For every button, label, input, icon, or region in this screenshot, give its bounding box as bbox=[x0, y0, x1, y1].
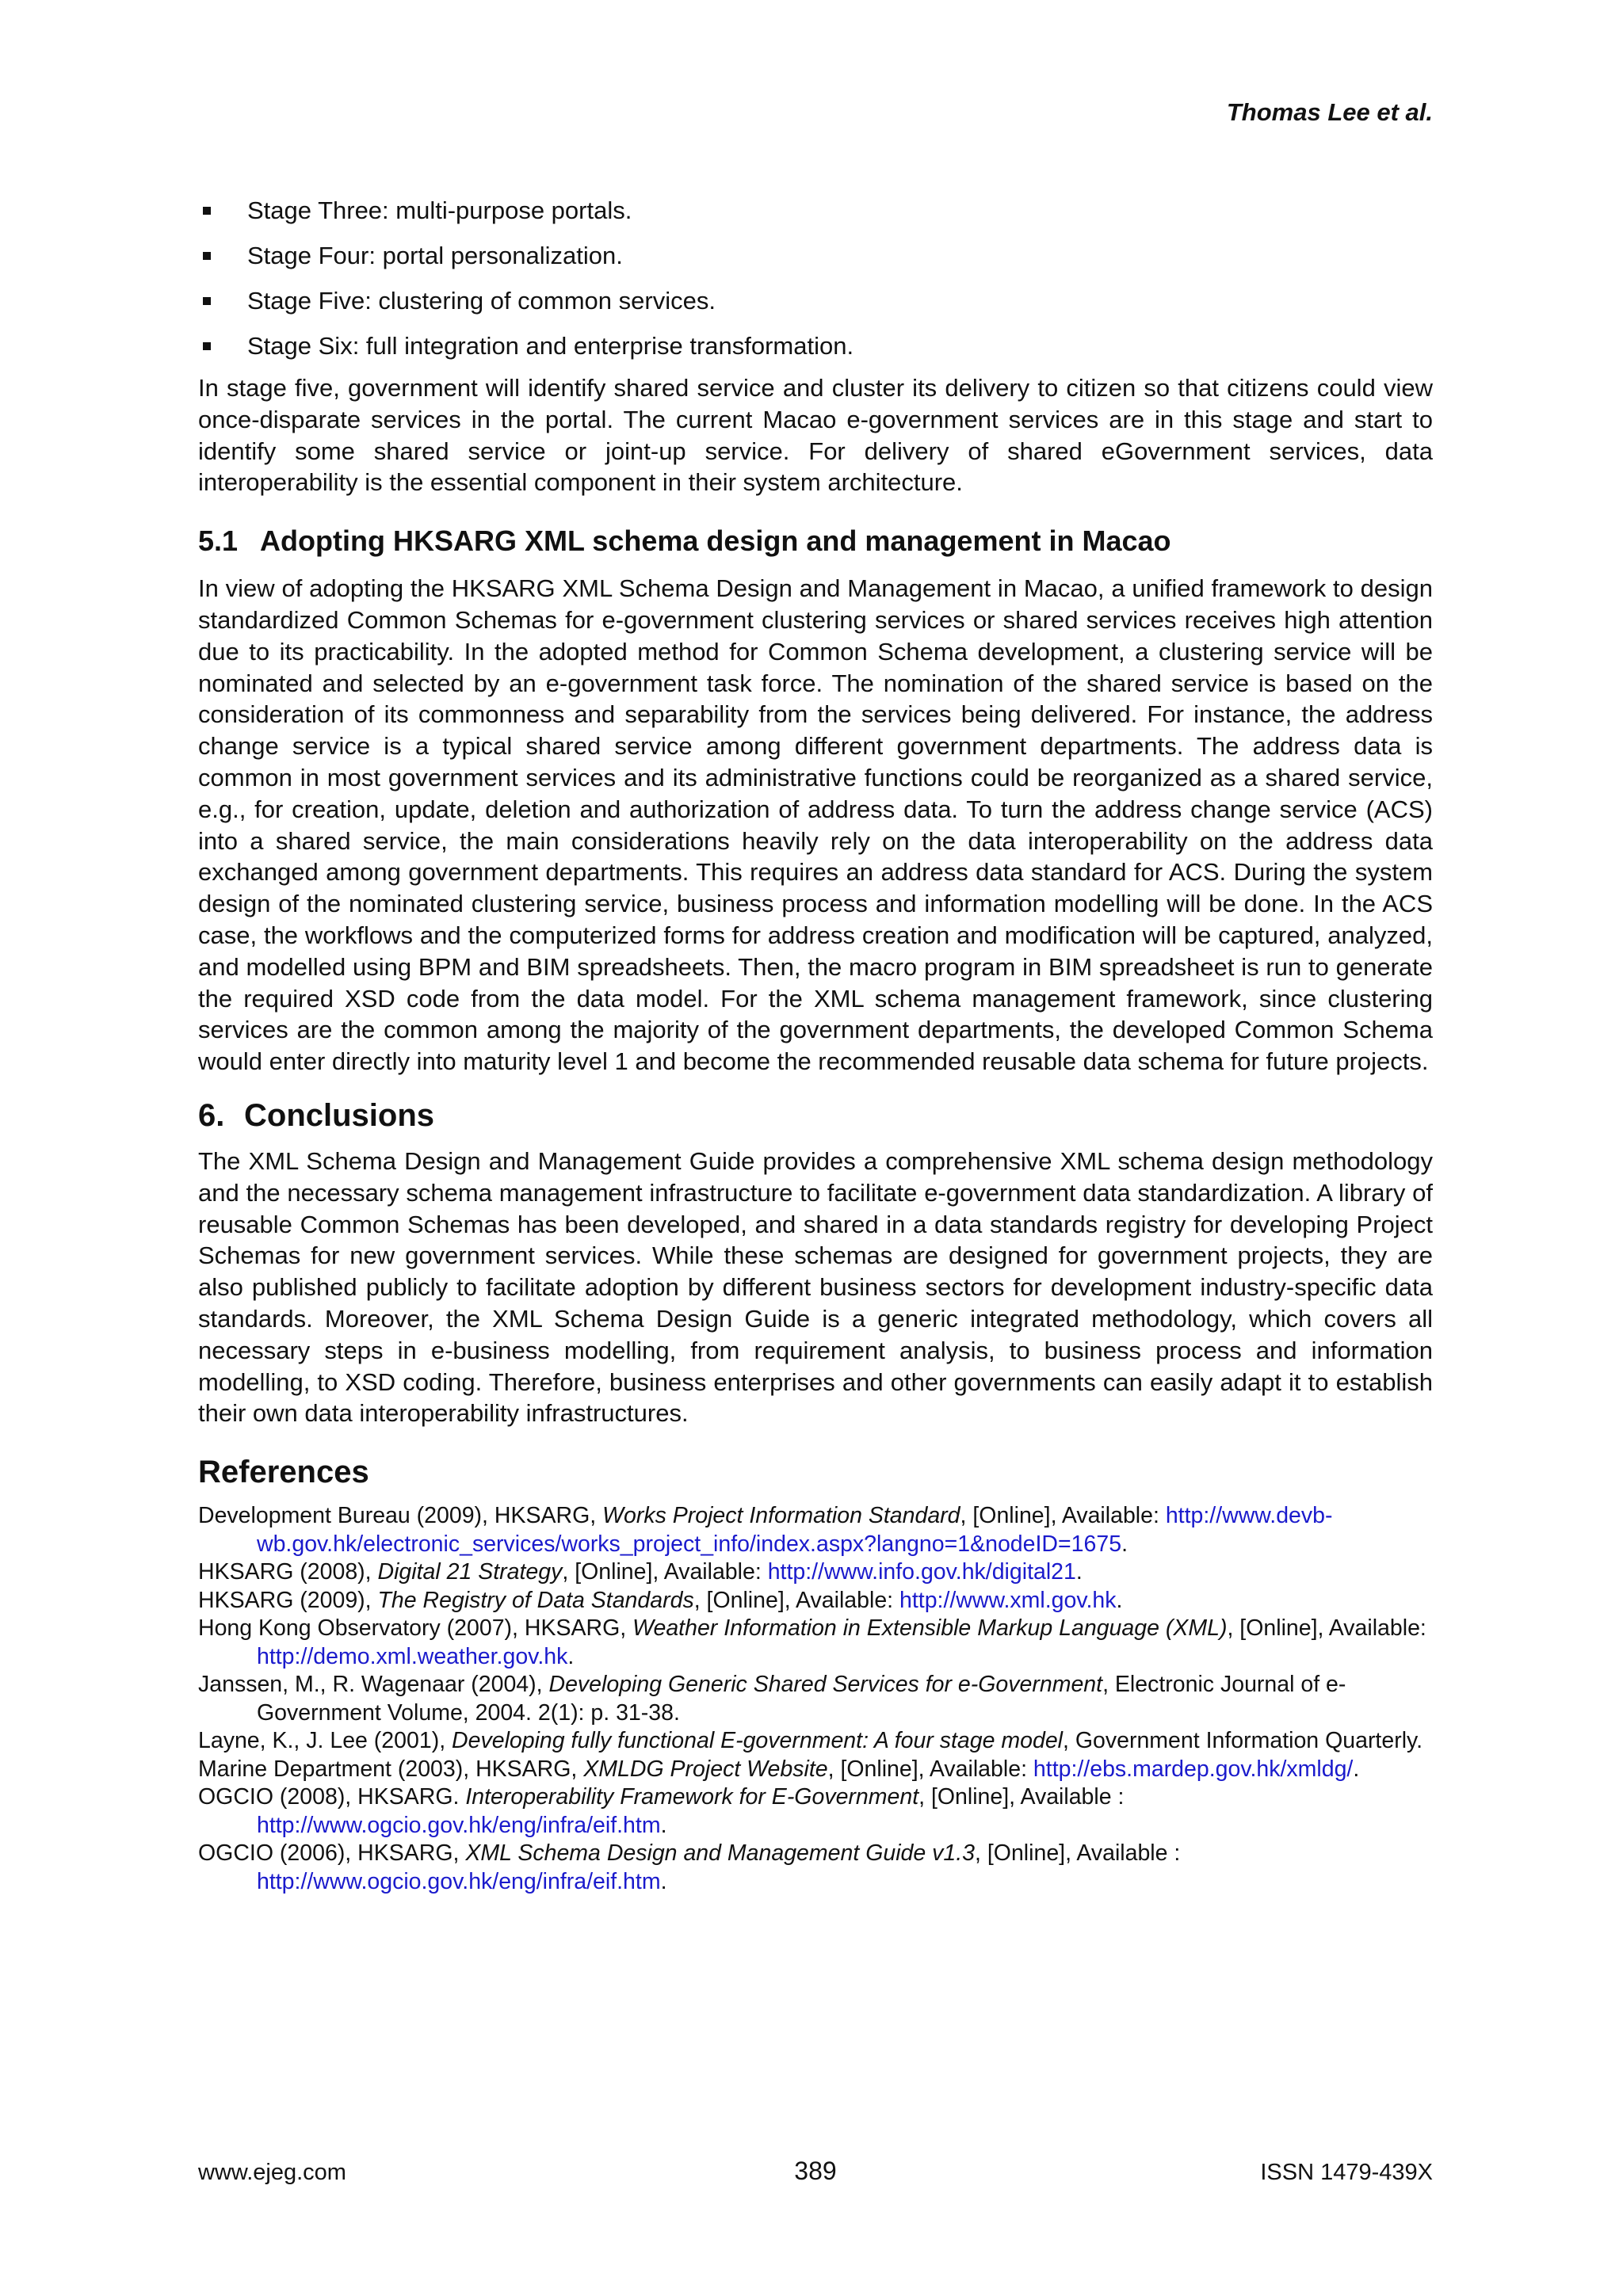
reference-details: , Government Information Quarterly. bbox=[1063, 1728, 1423, 1754]
reference-authors: HKSARG (2009), bbox=[198, 1587, 378, 1613]
reference-punctuation: . bbox=[567, 1643, 575, 1669]
reference-link[interactable]: http://www.ogcio.gov.hk/eng/infra/eif.htm bbox=[257, 1812, 661, 1838]
page-content bbox=[198, 196, 1433, 1896]
reference-title: Digital 21 Strategy bbox=[377, 1559, 563, 1585]
reference-authors: OGCIO (2008), HKSARG. bbox=[198, 1784, 466, 1810]
reference-link[interactable]: http://ebs.mardep.gov.hk/xmldg/ bbox=[1033, 1756, 1354, 1782]
reference-entry bbox=[198, 1671, 1433, 1727]
reference-details: , Electronic Journal of e-Government Volume, 2004. 2(1): p. 31-38. bbox=[257, 1672, 1346, 1726]
reference-details: , [Online], Available: bbox=[960, 1503, 1166, 1529]
section-5-1-heading bbox=[198, 524, 1433, 559]
square-bullet-icon bbox=[203, 207, 211, 215]
reference-link[interactable]: http://www.devb-wb.gov.hk/electronic_services/works_project_info/index.aspx?langno=1&nodeID=1675 bbox=[257, 1503, 1333, 1557]
reference-authors: Janssen, M., R. Wagenaar (2004), bbox=[198, 1672, 549, 1698]
footer-page-number: 389 bbox=[794, 2157, 837, 2185]
reference-entry bbox=[198, 1727, 1433, 1756]
reference-entry bbox=[198, 1783, 1433, 1840]
reference-punctuation: . bbox=[1121, 1531, 1128, 1557]
reference-list bbox=[198, 1502, 1433, 1896]
reference-authors: Marine Department (2003), HKSARG, bbox=[198, 1756, 584, 1782]
conclusions-paragraph: The XML Schema Design and Management Guide provides a comprehensive XML schema design methodology and the necessary schema management infrastructure to facilitate e-government data standardization. A library of reusable Common Schemas has been developed, and shared in a data standards registry for developing Project Schemas for new government services. While these schemas are designed for government projects, they are also published publicly to facilitate adoption by different business sectors for development industry-specific data standards. Moreover, the XML Schema Design Guide is a generic integrated methodology, which covers all necessary steps in e-business modelling, from requirement analysis, to business process and information modelling, to XSD coding. Therefore, business enterprises and other governments can easily adapt it to establish their own data interoperability infrastructures. bbox=[198, 1146, 1433, 1428]
reference-entry bbox=[198, 1615, 1433, 1671]
square-bullet-icon bbox=[203, 297, 211, 305]
reference-authors: Hong Kong Observatory (2007), HKSARG, bbox=[198, 1615, 633, 1642]
stage-bullet-list bbox=[198, 196, 1433, 361]
bullet-item: Stage Five: clustering of common services. bbox=[198, 286, 1433, 316]
reference-authors: OGCIO (2006), HKSARG, bbox=[198, 1840, 466, 1867]
section-number: 6. bbox=[198, 1097, 225, 1133]
reference-punctuation: . bbox=[660, 1812, 667, 1838]
bullet-item: Stage Three: multi-purpose portals. bbox=[198, 196, 1433, 226]
bullet-item: Stage Six: full integration and enterprise transformation. bbox=[198, 331, 1433, 361]
reference-punctuation: . bbox=[660, 1868, 667, 1894]
bullet-item: Stage Four: portal personalization. bbox=[198, 241, 1433, 271]
intro-paragraph: In stage five, government will identify shared service and cluster its delivery to citizen so that citizens could view once-disparate services in the portal. The current Macao e-government services are in this stage and start to identify some shared service or joint-up service. For delivery of shared eGovernment services, data interoperability is the essential component in their system architecture. bbox=[198, 374, 1433, 497]
square-bullet-icon bbox=[203, 342, 211, 350]
reference-title: XML Schema Design and Management Guide v1.3 bbox=[465, 1840, 976, 1867]
reference-entry bbox=[198, 1587, 1433, 1615]
reference-entry bbox=[198, 1756, 1433, 1784]
reference-entry bbox=[198, 1502, 1433, 1558]
section-6-heading bbox=[198, 1097, 1433, 1135]
reference-title: Interoperability Framework for E-Government bbox=[465, 1784, 919, 1810]
reference-link[interactable]: http://www.info.gov.hk/digital21 bbox=[767, 1559, 1076, 1585]
reference-details: , [Online], Available: bbox=[1227, 1615, 1426, 1642]
reference-title: Weather Information in Extensible Markup Language (XML) bbox=[632, 1615, 1228, 1642]
reference-title: XMLDG Project Website bbox=[583, 1756, 828, 1782]
reference-details: , [Online], Available: bbox=[827, 1756, 1033, 1782]
reference-authors: Development Bureau (2009), HKSARG, bbox=[198, 1503, 603, 1529]
reference-details: , [Online], Available : bbox=[975, 1840, 1181, 1867]
reference-entry bbox=[198, 1840, 1433, 1896]
section-number: 5.1 bbox=[198, 524, 239, 558]
reference-link[interactable]: http://www.xml.gov.hk bbox=[899, 1587, 1117, 1613]
section-title: Conclusions bbox=[244, 1097, 435, 1133]
reference-link[interactable]: http://www.ogcio.gov.hk/eng/infra/eif.htm bbox=[257, 1868, 661, 1894]
reference-details: , [Online], Available : bbox=[918, 1784, 1125, 1810]
reference-punctuation: . bbox=[1116, 1587, 1123, 1613]
reference-details: , [Online], Available: bbox=[693, 1587, 900, 1613]
reference-link[interactable]: http://demo.xml.weather.gov.hk bbox=[257, 1643, 568, 1669]
reference-authors: Layne, K., J. Lee (2001), bbox=[198, 1728, 453, 1754]
reference-title: Developing fully functional E-government: A four stage model bbox=[452, 1728, 1064, 1754]
square-bullet-icon bbox=[203, 252, 211, 260]
references-heading: References bbox=[198, 1455, 369, 1490]
reference-punctuation: . bbox=[1353, 1756, 1360, 1782]
reference-authors: HKSARG (2008), bbox=[198, 1559, 378, 1585]
section-5-1-paragraph: In view of adopting the HKSARG XML Schema Design and Management in Macao, a unified framework to design standardized Common Schemas for e-government clustering services or shared services receives high attention due to its practicability. In the adopted method for Common Schema development, a clustering service will be nominated and selected by an e-government task force. The nomination of the shared service is based on the consideration of its commonness and separability from the services being delivered. For instance, the address change service is a typical shared service among different government departments. The address data is common in most government services and its administrative functions could be reorganized as a shared service, e.g., for creation, update, deletion and authorization of address data. To turn the address change service (ACS) into a shared service, the main considerations heavily rely on the data interoperability on the address data exchanged among government departments. This requires an address data standard for ACS. During the system design of the nominated clustering service, business process and information modelling will be done. In the ACS case, the workflows and the computerized forms for address creation and modification will be captured, analyzed, and modelled using BPM and BIM spreadsheets. Then, the macro program in BIM spreadsheet is run to generate the required XSD code from the data model. For the XML schema management framework, since clustering services are the common among the majority of the government departments, the developed Common Schema would enter directly into maturity level 1 and become the recommended reusable data schema for future projects. bbox=[198, 574, 1433, 1076]
footer-issn: ISSN 1479-439X bbox=[1260, 2160, 1433, 2185]
reference-punctuation: . bbox=[1075, 1559, 1083, 1585]
reference-title: The Registry of Data Standards bbox=[377, 1587, 694, 1613]
page-footer bbox=[198, 2157, 1433, 2188]
running-header-author: Thomas Lee et al. bbox=[1226, 98, 1433, 126]
reference-title: Works Project Information Standard bbox=[602, 1503, 960, 1529]
section-title: Adopting HKSARG XML schema design and management in Macao bbox=[260, 524, 1171, 558]
reference-title: Developing Generic Shared Services for e-Government bbox=[548, 1672, 1103, 1698]
reference-details: , [Online], Available: bbox=[562, 1559, 768, 1585]
reference-entry bbox=[198, 1558, 1433, 1587]
footer-website: www.ejeg.com bbox=[198, 2160, 346, 2185]
